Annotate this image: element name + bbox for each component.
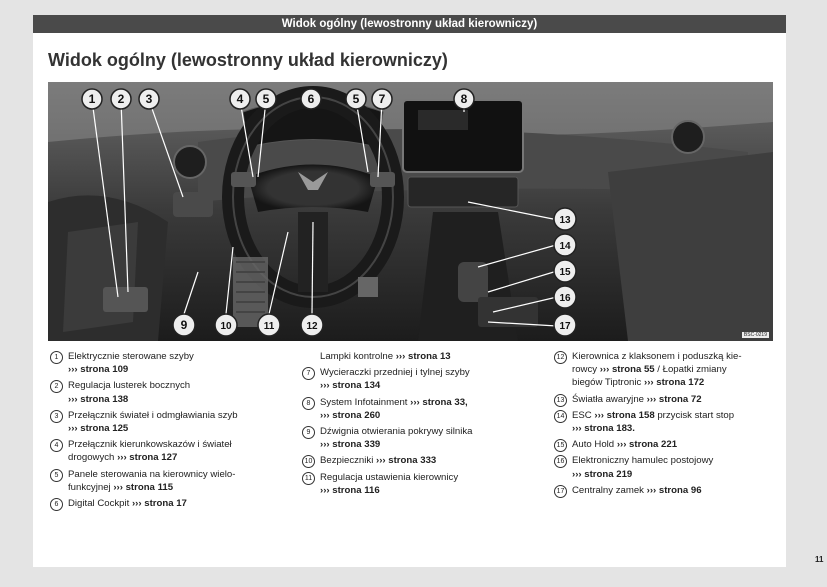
item-text: przycisk start stop [654,409,735,421]
callout-7: 7 [378,92,386,106]
callout-8: 8 [460,92,468,106]
legend-item [48,438,282,464]
callout-6: 6 [307,92,315,106]
page-reference[interactable]: ››› strona 134 [320,380,381,392]
callout-13: 13 [559,215,571,226]
item-number: 3 [50,410,63,423]
page-reference[interactable]: ››› strona 260 [320,409,381,421]
page-reference[interactable]: ››› strona 125 [68,423,129,435]
page-reference[interactable]: ››› strona 172 [644,377,705,389]
callout-12: 12 [306,321,318,332]
callout-10: 10 [220,321,232,332]
page-reference[interactable]: ››› strona 109 [68,364,129,376]
legend-item [48,409,282,435]
item-text: Przełącznik kierunkowskazów i świateł [68,439,232,451]
item-number: 9 [302,426,315,439]
item-number: 8 [302,397,315,410]
item-number: 4 [50,439,63,452]
item-number: 7 [302,367,315,380]
item-number: 16 [554,455,567,468]
image-code: BSC-0219 [743,332,767,338]
callout-11: 11 [263,321,275,332]
dashboard-photo [48,82,773,341]
page-reference[interactable]: ››› strona 55 [599,364,655,376]
callout-17: 17 [559,321,571,332]
legend-column-1 [48,350,282,513]
item-text: Bezpieczniki [320,455,376,467]
section-banner: Widok ogólny (lewostronny układ kierowniczy) [33,15,786,33]
callout-15: 15 [559,267,571,278]
item-text: / Łopatki zmiany [654,364,727,376]
legend-item [552,454,774,480]
item-number: 13 [554,394,567,407]
legend-item [48,497,282,510]
page-reference[interactable]: ››› strona 17 [131,498,187,510]
item-text: Dźwignia otwierania pokrywy silnika [320,426,473,438]
page-reference[interactable]: ››› strona 138 [68,393,129,405]
item-text: System Infotainment [320,396,411,408]
page-number: 11 [815,555,824,564]
legend-item [300,350,530,363]
item-text: Digital Cockpit [68,498,132,510]
page-reference[interactable]: ››› strona 127 [117,452,178,464]
item-text: Światła awaryjne [572,393,647,405]
callout-14: 14 [559,241,571,252]
item-number: 10 [302,455,315,468]
page-reference[interactable]: ››› strona 183. [572,423,635,435]
item-text: Elektrycznie sterowane szyby [68,351,194,362]
item-text: biegów Tiptronic [572,377,644,389]
item-number: 5 [50,469,63,482]
legend-item [552,438,774,451]
legend-item [552,393,774,406]
item-number: 1 [50,351,63,364]
item-text: Wycieraczki przedniej i tylnej szyby [320,367,470,379]
item-text: Regulacja ustawienia kierownicy [320,471,459,483]
page-reference[interactable]: ››› strona 221 [616,439,678,451]
legend-item [552,350,774,390]
legend-item [48,350,282,376]
callout-5b: 5 [352,92,360,106]
item-text: Auto Hold [572,439,617,451]
legend-item [48,468,282,494]
callout-1: 1 [88,92,96,106]
legend-item [48,379,282,405]
item-text: drogowych [68,452,118,464]
legend-column-3 [552,350,774,500]
callout-9: 9 [180,318,188,332]
page-reference[interactable]: ››› strona 158 [594,409,655,421]
callout-5a: 5 [262,92,270,106]
item-text: Centralny zamek [572,484,647,496]
legend-item [552,409,774,435]
page-reference[interactable]: ››› strona 339 [320,439,381,451]
legend-item [300,425,530,451]
callout-3: 3 [145,92,153,106]
page-reference[interactable]: ››› strona 72 [646,393,702,405]
item-number: 6 [50,498,63,511]
item-number: 14 [554,410,567,423]
item-text: Panele sterowania na kierownicy wielo- [68,468,236,480]
item-text: Kierownica z klaksonem i poduszką kie- [572,351,742,362]
legend-item [300,454,530,467]
item-number: 17 [554,485,567,498]
item-text: funkcyjnej [68,481,114,493]
page-reference[interactable]: ››› strona 116 [320,484,380,496]
callout-2: 2 [117,92,125,106]
callout-16: 16 [559,293,571,304]
legend-item [552,484,774,497]
page-reference[interactable]: ››› strona 219 [572,468,633,480]
page-reference[interactable]: ››› strona 115 [113,481,174,493]
item-text: Regulacja lusterek bocznych [68,380,191,392]
item-number: 15 [554,439,567,452]
page-reference[interactable]: ››› strona 333 [376,455,437,467]
legend-column-2 [300,350,530,500]
item-number: 11 [302,472,315,485]
item-text: Przełącznik świateł i odmgławiania szyb [68,409,238,421]
page-reference[interactable]: ››› strona 96 [646,484,702,496]
item-text: Elektroniczny hamulec postojowy [572,455,714,467]
legend-item [300,396,530,422]
item-text: ESC [572,409,595,421]
page-reference[interactable]: ››› strona 33, [410,396,468,408]
item-number: 12 [554,351,567,364]
legend-item [300,471,530,497]
item-text: Lampki kontrolne [320,351,396,362]
item-text: rowcy [572,364,600,376]
item-number: 2 [50,380,63,393]
page-title: Widok ogólny (lewostronny układ kierowniczy) [48,50,448,70]
legend-item [300,366,530,392]
dashboard-illustration [48,82,773,341]
page-reference[interactable]: ››› strona 13 [395,351,451,362]
callout-4: 4 [236,92,244,106]
